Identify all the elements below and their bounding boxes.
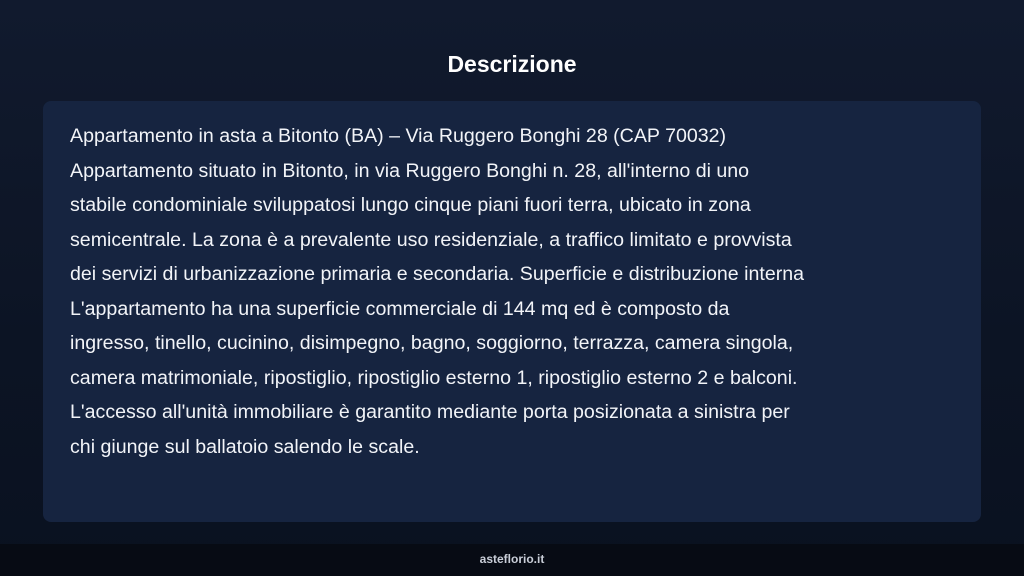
- description-line: Appartamento in asta a Bitonto (BA) – Via Ruggero Bonghi 28 (CAP 70032): [70, 125, 727, 147]
- description-text: [70, 119, 954, 464]
- description-line: chi giunge sul ballatoio salendo le scale.: [70, 435, 420, 458]
- description-line: stabile condominiale sviluppatosi lungo cinque piani fuori terra, ubicato in zona: [70, 194, 751, 216]
- description-line: dei servizi di urbanizzazione primaria e secondaria. Superficie e distribuzione interna: [70, 263, 805, 285]
- footer-site-link[interactable]: asteflorio.it: [479, 552, 545, 566]
- footer: [0, 544, 1024, 576]
- description-line: ingresso, tinello, cucinino, disimpegno, bagno, soggiorno, terrazza, camera singola,: [70, 332, 794, 354]
- description-line: semicentrale. La zona è a prevalente uso residenziale, a traffico limitato e provvista: [70, 228, 792, 251]
- description-line: Appartamento situato in Bitonto, in via Ruggero Bonghi n. 28, all'interno di uno: [70, 159, 750, 182]
- page-title: Descrizione: [447, 51, 577, 77]
- description-card: [43, 101, 981, 522]
- description-line: camera matrimoniale, ripostiglio, ripostiglio esterno 1, ripostiglio esterno 2 e balconi.: [70, 366, 798, 389]
- description-line: L'accesso all'unità immobiliare è garantito mediante porta posizionata a sinistra per: [70, 401, 790, 423]
- description-line: L'appartamento ha una superficie commerciale di 144 mq ed è composto da: [70, 297, 730, 320]
